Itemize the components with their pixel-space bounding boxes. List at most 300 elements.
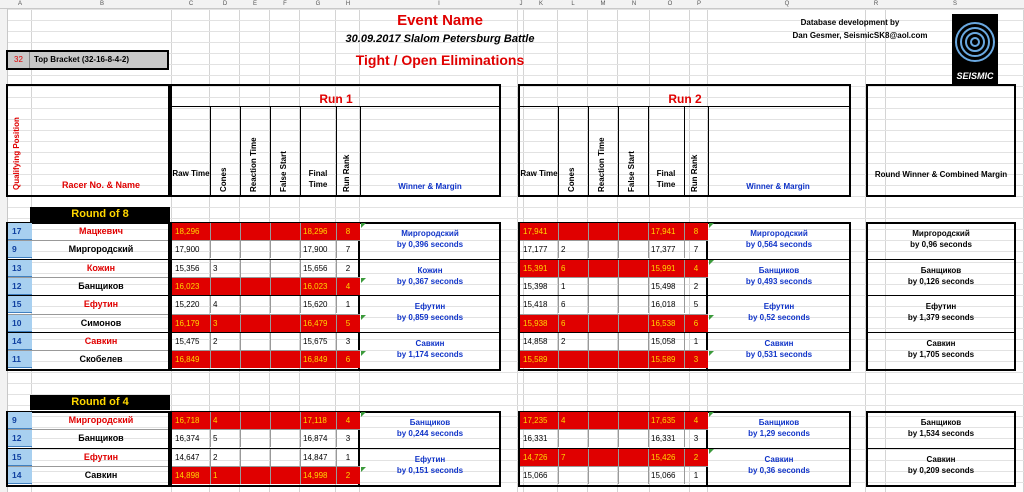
r1-raw-time[interactable]: 15,220	[175, 300, 200, 309]
r1-false-start[interactable]	[270, 412, 300, 429]
r2-final-time[interactable]: 17,635	[648, 412, 684, 429]
r1-run-rank[interactable]: 1	[345, 453, 351, 462]
cell-divider	[270, 223, 271, 240]
r1-false-start[interactable]	[270, 223, 300, 240]
r2-reaction-time[interactable]	[588, 278, 618, 295]
racer-name[interactable]: Банщиков	[78, 281, 124, 291]
cell-divider	[558, 241, 559, 258]
r1-cones[interactable]: 2	[213, 337, 218, 346]
r2-reaction-time[interactable]	[588, 296, 618, 313]
run1-heat-margin[interactable]: by 0,396 seconds	[396, 240, 464, 249]
r1-raw-time[interactable]: 16,718	[172, 412, 210, 429]
combined-heat-margin[interactable]: by 0,209 seconds	[907, 466, 975, 475]
r2-cones[interactable]: 6	[558, 260, 588, 277]
r2-run-rank[interactable]: 7	[693, 245, 699, 254]
cell-divider	[300, 333, 301, 350]
r1-final-time[interactable]: 14,998	[300, 467, 336, 484]
r1-cones[interactable]	[210, 223, 240, 240]
r2-false-start[interactable]	[618, 315, 648, 332]
r1-raw-time[interactable]: 15,356	[175, 264, 200, 273]
column-header-k[interactable]: K	[538, 1, 543, 7]
cell-divider	[270, 449, 271, 466]
cell-divider	[648, 449, 649, 466]
r2-raw-time[interactable]: 17,177	[523, 245, 548, 254]
header-column-divider	[618, 107, 619, 196]
cell-divider	[684, 333, 685, 350]
column-header-p[interactable]: P	[696, 1, 701, 7]
combined-heat-margin[interactable]: by 1,534 seconds	[907, 429, 975, 438]
row-divider	[520, 277, 708, 278]
heat-divider	[868, 448, 1014, 449]
r2-reaction-time[interactable]	[588, 223, 618, 240]
cell-divider	[240, 296, 241, 313]
qualifying-position[interactable]: 15	[8, 296, 32, 313]
row-divider	[8, 350, 168, 351]
cell-divider	[588, 430, 589, 447]
r1-cones[interactable]: 5	[213, 434, 218, 443]
cell-divider	[336, 333, 337, 350]
r2-reaction-time[interactable]	[588, 315, 618, 332]
row-divider	[172, 259, 360, 260]
r1-raw-time[interactable]: 16,374	[175, 434, 200, 443]
header-column-divider	[270, 107, 271, 196]
r1-cones[interactable]: 3	[210, 315, 240, 332]
r2-reaction-time[interactable]	[588, 467, 618, 484]
r2-cones[interactable]	[558, 351, 588, 368]
r1-reaction-time[interactable]	[240, 260, 270, 277]
racer-name[interactable]: Савкин	[84, 336, 118, 346]
cell-divider	[240, 351, 241, 368]
column-header-a[interactable]: A	[17, 1, 22, 7]
r2-cones[interactable]: 1	[561, 282, 566, 291]
combined-heat-winner[interactable]: Савкин	[926, 339, 956, 348]
cell-divider	[684, 351, 685, 368]
qualifying-position[interactable]: 10	[8, 315, 32, 332]
round-of-4-label: Round of 4	[30, 395, 170, 410]
run1-heat-winner[interactable]: Ефутин	[414, 302, 446, 311]
event-name: Event Name	[397, 12, 483, 29]
r2-final-time[interactable]: 17,941	[648, 223, 684, 240]
cell-divider	[210, 241, 211, 258]
column-header-g[interactable]: G	[315, 1, 321, 7]
column-header-q[interactable]: Q	[784, 1, 790, 7]
cell-divider	[336, 241, 337, 258]
r1-final-time[interactable]: 15,620	[303, 300, 328, 309]
r2-raw-time[interactable]: 14,726	[520, 449, 558, 466]
cell-divider	[684, 296, 685, 313]
combined-heat-winner[interactable]: Ефутин	[925, 302, 957, 311]
r1-false-start[interactable]	[270, 351, 300, 368]
cell-divider	[210, 430, 211, 447]
r1-raw-time[interactable]: 16,849	[172, 351, 210, 368]
cell-divider	[684, 223, 685, 240]
combined-heat-winner[interactable]: Банщиков	[920, 418, 962, 427]
cell-divider	[618, 315, 619, 332]
column-header-o[interactable]: O	[667, 1, 673, 7]
run1-heat-winner[interactable]: Савкин	[415, 339, 445, 348]
r1-false-start[interactable]	[270, 278, 300, 295]
racer-name[interactable]: Ефутин	[83, 299, 119, 309]
r1-final-time[interactable]: 18,296	[300, 223, 336, 240]
racer-name[interactable]: Кожин	[86, 263, 116, 273]
cell-divider	[618, 241, 619, 258]
r1-raw-time[interactable]: 14,898	[172, 467, 210, 484]
cell-divider	[618, 333, 619, 350]
combined-header: Round Winner & Combined Margin	[874, 170, 1008, 179]
cell-divider	[240, 315, 241, 332]
column-header-f[interactable]: F	[283, 1, 287, 7]
r1-final-time[interactable]: 16,479	[300, 315, 336, 332]
cell-divider	[684, 241, 685, 258]
row-divider	[8, 448, 168, 449]
r2-false-start[interactable]	[618, 260, 648, 277]
cell-divider	[618, 223, 619, 240]
r2-raw-time[interactable]: 15,391	[520, 260, 558, 277]
cell-divider	[558, 430, 559, 447]
qualifying-position[interactable]: 12	[8, 430, 32, 447]
r2-run-rank[interactable]: 8	[684, 223, 708, 240]
r1-cones[interactable]: 4	[213, 300, 218, 309]
racer-name[interactable]: Савкин	[84, 470, 118, 480]
run1-heat-winner[interactable]: Кожин	[417, 266, 443, 275]
r2-run-rank[interactable]: 2	[684, 449, 708, 466]
r1-cones[interactable]	[210, 351, 240, 368]
r1-cones[interactable]: 4	[210, 412, 240, 429]
r2-cones[interactable]: 6	[561, 300, 566, 309]
run2-heat-winner[interactable]: Банщиков	[758, 266, 800, 275]
r1-raw-time[interactable]: 17,900	[175, 245, 200, 254]
column-header-j[interactable]: J	[519, 1, 523, 7]
run2-heat-margin[interactable]: by 0,52 seconds	[748, 313, 810, 322]
r2-false-start[interactable]	[618, 449, 648, 466]
run1-heat-margin[interactable]: by 1,174 seconds	[396, 350, 464, 359]
column-header-d[interactable]: D	[222, 1, 228, 7]
qualifying-position[interactable]: 13	[8, 260, 32, 277]
r2-raw-time[interactable]: 15,589	[520, 351, 558, 368]
r1-false-start[interactable]	[270, 430, 300, 447]
run2-false-start-header: False Start	[627, 151, 636, 192]
r2-run-rank[interactable]: 1	[693, 337, 699, 346]
run2-heat-margin[interactable]: by 0,531 seconds	[745, 350, 813, 359]
cell-divider	[240, 223, 241, 240]
r2-cones[interactable]: 4	[558, 412, 588, 429]
cell-divider	[684, 449, 685, 466]
racer-header: Racer No. & Name	[61, 180, 141, 190]
r1-final-time[interactable]: 16,849	[300, 351, 336, 368]
racer-name[interactable]: Миргородский	[68, 244, 134, 254]
r1-run-rank[interactable]: 3	[345, 337, 351, 346]
credit-line-1: Database development by	[800, 18, 900, 27]
r1-final-time[interactable]: 16,023	[300, 278, 336, 295]
cell-divider	[684, 412, 685, 429]
r1-false-start[interactable]	[270, 467, 300, 484]
run1-heat-margin[interactable]: by 0,244 seconds	[396, 429, 464, 438]
run1-heat-winner[interactable]: Ефутин	[414, 455, 446, 464]
run2-heat-winner[interactable]: Савкин	[764, 339, 794, 348]
run1-winner-header: Winner & Margin	[398, 182, 462, 191]
run2-heat-margin[interactable]: by 0,36 seconds	[748, 466, 810, 475]
r1-run-rank[interactable]: 4	[336, 278, 360, 295]
racer-name[interactable]: Банщиков	[78, 433, 124, 443]
cell-divider	[684, 430, 685, 447]
cell-divider	[240, 412, 241, 429]
r1-final-time[interactable]: 16,874	[303, 434, 328, 443]
r1-false-start[interactable]	[270, 449, 300, 466]
column-header-s[interactable]: S	[952, 1, 957, 7]
run2-heat-winner[interactable]: Миргородский	[750, 229, 808, 238]
qualifying-position[interactable]: 14	[8, 333, 32, 350]
heat-divider	[708, 332, 850, 333]
qualifying-position[interactable]: 15	[8, 449, 32, 466]
cell-divider	[618, 430, 619, 447]
column-header-n[interactable]: N	[631, 1, 637, 7]
cell-divider	[588, 260, 589, 277]
r1-cones[interactable]: 1	[210, 467, 240, 484]
r2-reaction-time[interactable]	[588, 241, 618, 258]
r1-cones[interactable]	[210, 278, 240, 295]
r1-reaction-time[interactable]	[240, 296, 270, 313]
run2-heat-margin[interactable]: by 0,493 seconds	[745, 277, 813, 286]
r1-run-rank[interactable]: 2	[336, 467, 360, 484]
r1-reaction-time[interactable]	[240, 278, 270, 295]
row-divider	[172, 314, 360, 315]
racer-name[interactable]: Миргородский	[68, 415, 134, 425]
event-subtitle: Tight / Open Eliminations	[355, 52, 525, 68]
r2-final-time[interactable]: 15,066	[651, 471, 676, 480]
row-divider	[520, 448, 708, 449]
r1-run-rank[interactable]: 4	[336, 412, 360, 429]
r1-reaction-time[interactable]	[240, 449, 270, 466]
cell-divider	[336, 278, 337, 295]
r2-final-time[interactable]: 17,377	[651, 245, 676, 254]
r2-false-start[interactable]	[618, 412, 648, 429]
r2-raw-time[interactable]: 17,941	[520, 223, 558, 240]
r1-false-start[interactable]	[270, 315, 300, 332]
r2-raw-time[interactable]: 15,938	[520, 315, 558, 332]
combined-heat-winner[interactable]: Миргородский	[912, 229, 970, 238]
r2-reaction-time[interactable]	[588, 351, 618, 368]
r2-run-rank[interactable]: 5	[693, 300, 699, 309]
column-header-r[interactable]: R	[873, 1, 879, 7]
header-column-divider	[240, 107, 241, 196]
r1-raw-time[interactable]: 16,023	[172, 278, 210, 295]
r1-cones[interactable]	[210, 241, 240, 258]
r1-run-rank[interactable]: 2	[345, 264, 351, 273]
r2-false-start[interactable]	[618, 467, 648, 484]
run1-heat-margin[interactable]: by 0,151 seconds	[396, 466, 464, 475]
r2-raw-time[interactable]: 15,418	[523, 300, 548, 309]
r1-raw-time[interactable]: 16,179	[172, 315, 210, 332]
r1-final-time[interactable]: 17,118	[300, 412, 336, 429]
r1-final-time[interactable]: 14,847	[303, 453, 328, 462]
r1-run-rank[interactable]: 8	[336, 223, 360, 240]
r1-false-start[interactable]	[270, 333, 300, 350]
r2-false-start[interactable]	[618, 430, 648, 447]
r2-false-start[interactable]	[618, 351, 648, 368]
column-header-e[interactable]: E	[252, 1, 257, 7]
r1-cones[interactable]: 3	[213, 264, 218, 273]
r2-false-start[interactable]	[618, 296, 648, 313]
r1-raw-time[interactable]: 18,296	[172, 223, 210, 240]
qualifying-position[interactable]: 11	[8, 351, 32, 368]
r1-reaction-time[interactable]	[240, 467, 270, 484]
r1-reaction-time[interactable]	[240, 412, 270, 429]
qualifying-position[interactable]: 17	[8, 223, 32, 240]
cell-divider	[588, 467, 589, 484]
r2-cones[interactable]	[558, 430, 588, 447]
run1-heat-margin[interactable]: by 0,367 seconds	[396, 277, 464, 286]
run1-raw-time-header: Raw Time	[172, 169, 210, 178]
r2-run-rank[interactable]: 2	[693, 282, 699, 291]
combined-heat-winner[interactable]: Банщиков	[920, 266, 962, 275]
cell-divider	[300, 449, 301, 466]
qualifying-position[interactable]: 14	[8, 467, 32, 484]
r2-final-time[interactable]: 15,426	[648, 449, 684, 466]
r2-run-rank[interactable]: 1	[693, 471, 699, 480]
r2-raw-time[interactable]: 14,858	[523, 337, 548, 346]
run2-heat-winner[interactable]: Ефутин	[763, 302, 795, 311]
run1-heat-winner[interactable]: Миргородский	[401, 229, 459, 238]
r2-run-rank[interactable]: 4	[684, 260, 708, 277]
run2-heat-winner[interactable]: Савкин	[764, 455, 794, 464]
column-header-c[interactable]: C	[188, 1, 194, 7]
qualifying-position[interactable]: 12	[8, 278, 32, 295]
r2-final-time[interactable]: 15,498	[651, 282, 676, 291]
cell-divider	[648, 296, 649, 313]
r2-false-start[interactable]	[618, 333, 648, 350]
r2-run-rank[interactable]: 4	[684, 412, 708, 429]
combined-heat-winner[interactable]: Савкин	[926, 455, 956, 464]
gridline-horizontal	[0, 383, 1024, 384]
r2-reaction-time[interactable]	[588, 430, 618, 447]
r2-final-time[interactable]: 16,018	[651, 300, 676, 309]
r1-false-start[interactable]	[270, 296, 300, 313]
r2-final-time[interactable]: 16,538	[648, 315, 684, 332]
r1-raw-time[interactable]: 14,647	[175, 453, 200, 462]
r1-run-rank[interactable]: 3	[345, 434, 351, 443]
r1-final-time[interactable]: 15,656	[303, 264, 328, 273]
r2-final-time[interactable]: 15,991	[648, 260, 684, 277]
r1-final-time[interactable]: 15,675	[303, 337, 328, 346]
cell-divider	[240, 241, 241, 258]
column-header-i[interactable]: I	[438, 1, 440, 7]
r2-cones[interactable]: 2	[561, 245, 566, 254]
run2-heat-margin[interactable]: by 0,564 seconds	[745, 240, 813, 249]
r1-false-start[interactable]	[270, 260, 300, 277]
r2-false-start[interactable]	[618, 241, 648, 258]
column-header-h[interactable]: H	[345, 1, 351, 7]
r2-raw-time[interactable]: 17,235	[520, 412, 558, 429]
r1-run-rank[interactable]: 5	[336, 315, 360, 332]
cell-divider	[300, 351, 301, 368]
r2-run-rank[interactable]: 3	[693, 434, 699, 443]
cell-divider	[300, 241, 301, 258]
qualifying-position[interactable]: 9	[8, 412, 32, 429]
r2-reaction-time[interactable]	[588, 260, 618, 277]
run1-heat-winner[interactable]: Банщиков	[409, 418, 451, 427]
cell-divider	[558, 449, 559, 466]
r2-false-start[interactable]	[618, 223, 648, 240]
r2-run-rank[interactable]: 6	[684, 315, 708, 332]
qualifying-position[interactable]: 9	[8, 241, 32, 258]
combined-heat-margin[interactable]: by 1,705 seconds	[907, 350, 975, 359]
r2-reaction-time[interactable]	[588, 412, 618, 429]
run2-heat-winner[interactable]: Банщиков	[758, 418, 800, 427]
combined-heat-margin[interactable]: by 0,126 seconds	[907, 277, 975, 286]
r2-cones[interactable]	[558, 467, 588, 484]
r1-run-rank[interactable]: 1	[345, 300, 351, 309]
cell-divider	[588, 449, 589, 466]
run1-heat-margin[interactable]: by 0,859 seconds	[396, 313, 464, 322]
r2-final-time[interactable]: 15,058	[651, 337, 676, 346]
r1-run-rank[interactable]: 6	[336, 351, 360, 368]
cell-divider	[270, 333, 271, 350]
r1-reaction-time[interactable]	[240, 223, 270, 240]
cell-divider	[300, 412, 301, 429]
r1-false-start[interactable]	[270, 241, 300, 258]
r2-cones[interactable]: 6	[558, 315, 588, 332]
row-divider	[172, 350, 360, 351]
r2-cones[interactable]: 2	[561, 337, 566, 346]
racer-name[interactable]: Скобелев	[79, 354, 123, 364]
cell-divider	[270, 260, 271, 277]
r1-reaction-time[interactable]	[240, 315, 270, 332]
r2-raw-time[interactable]: 16,331	[523, 434, 548, 443]
r1-reaction-time[interactable]	[240, 333, 270, 350]
cell-divider	[588, 296, 589, 313]
cell-divider	[648, 278, 649, 295]
run1-false-start-header: False Start	[279, 151, 288, 192]
racer-name[interactable]: Мацкевич	[79, 226, 123, 236]
r2-false-start[interactable]	[618, 278, 648, 295]
column-header-m[interactable]: M	[600, 1, 606, 7]
r2-run-rank[interactable]: 3	[684, 351, 708, 368]
cell-divider	[648, 412, 649, 429]
combined-heat-margin[interactable]: by 0,96 seconds	[910, 240, 972, 249]
r2-raw-time[interactable]: 15,398	[523, 282, 548, 291]
r1-reaction-time[interactable]	[240, 241, 270, 258]
cell-divider	[240, 278, 241, 295]
cell-divider	[240, 449, 241, 466]
cell-divider	[300, 223, 301, 240]
r1-raw-time[interactable]: 15,475	[175, 337, 200, 346]
cell-divider	[558, 467, 559, 484]
run2-heat-margin[interactable]: by 1,29 seconds	[748, 429, 810, 438]
r2-final-time[interactable]: 16,331	[651, 434, 676, 443]
r1-reaction-time[interactable]	[240, 351, 270, 368]
r2-cones[interactable]: 7	[558, 449, 588, 466]
r2-cones[interactable]	[558, 223, 588, 240]
run2-cones-header: Cones	[567, 167, 576, 192]
cell-divider	[300, 278, 301, 295]
racer-name[interactable]: Ефутин	[83, 452, 119, 462]
racer-name[interactable]: Симонов	[80, 318, 122, 328]
r2-final-time[interactable]: 15,589	[648, 351, 684, 368]
r2-raw-time[interactable]: 15,066	[523, 471, 548, 480]
r1-run-rank[interactable]: 7	[345, 245, 351, 254]
column-header-b[interactable]: B	[99, 1, 104, 7]
r1-cones[interactable]: 2	[213, 453, 218, 462]
r1-final-time[interactable]: 17,900	[303, 245, 328, 254]
cell-divider	[558, 223, 559, 240]
r1-reaction-time[interactable]	[240, 430, 270, 447]
combined-heat-margin[interactable]: by 1,379 seconds	[907, 313, 975, 322]
r2-reaction-time[interactable]	[588, 333, 618, 350]
qualifying-position-header: Qualifying Position	[12, 117, 21, 190]
r2-reaction-time[interactable]	[588, 449, 618, 466]
run2-reaction-header: Reaction Time	[597, 137, 606, 192]
column-header-l[interactable]: L	[571, 1, 575, 7]
